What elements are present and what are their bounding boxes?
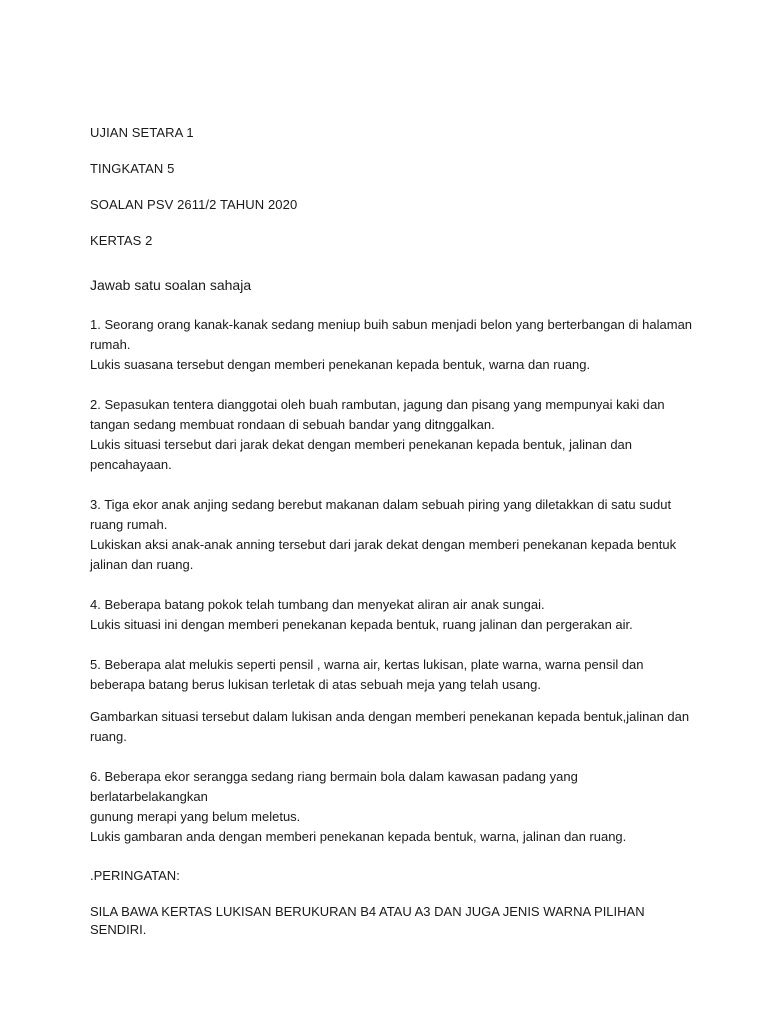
question-line: ruang.: [90, 729, 127, 744]
question-6: [90, 767, 698, 847]
question-line: 5. Beberapa alat melukis seperti pensil , warna air, kertas lukisan, plate warna, warna pensil dan: [90, 657, 644, 672]
question-line: 6. Beberapa ekor serangga sedang riang bermain bola dalam kawasan padang yang berlatarbelakangkan: [90, 769, 578, 804]
question-5: [90, 655, 698, 695]
question-line: gunung merapi yang belum meletus.: [90, 809, 301, 824]
question-line: 4. Beberapa batang pokok telah tumbang dan menyekat aliran air anak sungai.: [90, 597, 545, 612]
exam-title: UJIAN SETARA 1: [90, 125, 194, 140]
question-line: jalinan dan ruang.: [90, 557, 194, 572]
question-1: [90, 315, 698, 375]
question-5-task: [90, 707, 698, 747]
exam-paper: KERTAS 2: [90, 233, 153, 248]
question-line: 2. Sepasukan tentera dianggotai oleh buah rambutan, jagung dan pisang yang mempunyai kaki dan: [90, 397, 665, 412]
question-line: 3. Tiga ekor anak anjing sedang berebut makanan dalam sebuah piring yang diletakkan di satu sudut: [90, 497, 672, 512]
question-line: rumah.: [90, 337, 131, 352]
question-2: [90, 395, 698, 475]
warning-title: .PERINGATAN:: [90, 868, 180, 883]
question-line: 1. Seorang orang kanak-kanak sedang meniup buih sabun menjadi belon yang berterbangan di halaman: [90, 317, 693, 332]
exam-code: SOALAN PSV 2611/2 TAHUN 2020: [90, 197, 298, 212]
question-line: Lukis situasi tersebut dari jarak dekat dengan memberi penekanan kepada bentuk, jalinan dan: [90, 437, 633, 452]
question-line: Lukis gambaran anda dengan memberi penekanan kepada bentuk, warna, jalinan dan ruang.: [90, 829, 627, 844]
question-line: Lukis suasana tersebut dengan memberi penekanan kepada bentuk, warna dan ruang.: [90, 357, 591, 372]
question-line: Lukiskan aksi anak-anak anning tersebut dari jarak dekat dengan memberi penekanan kepada bentuk: [90, 537, 677, 552]
question-line: Gambarkan situasi tersebut dalam lukisan anda dengan memberi penekanan kepada bentuk,jalinan dan: [90, 709, 690, 724]
exam-form: TINGKATAN 5: [90, 161, 175, 176]
question-line: tangan sedang membuat rondaan di sebuah bandar yang ditnggalkan.: [90, 417, 495, 432]
instruction-text: Jawab satu soalan sahaja: [90, 277, 252, 293]
question-line: ruang rumah.: [90, 517, 168, 532]
question-3: [90, 495, 698, 575]
question-line: Lukis situasi ini dengan memberi penekanan kepada bentuk, ruang jalinan dan pergerakan air.: [90, 617, 633, 632]
question-line: beberapa batang berus lukisan terletak di atas sebuah meja yang telah usang.: [90, 677, 541, 692]
question-4: [90, 595, 698, 635]
warning-text: SILA BAWA KERTAS LUKISAN BERUKURAN B4 ATAU A3 DAN JUGA JENIS WARNA PILIHAN SENDIRI.: [90, 904, 645, 937]
question-line: pencahayaan.: [90, 457, 172, 472]
